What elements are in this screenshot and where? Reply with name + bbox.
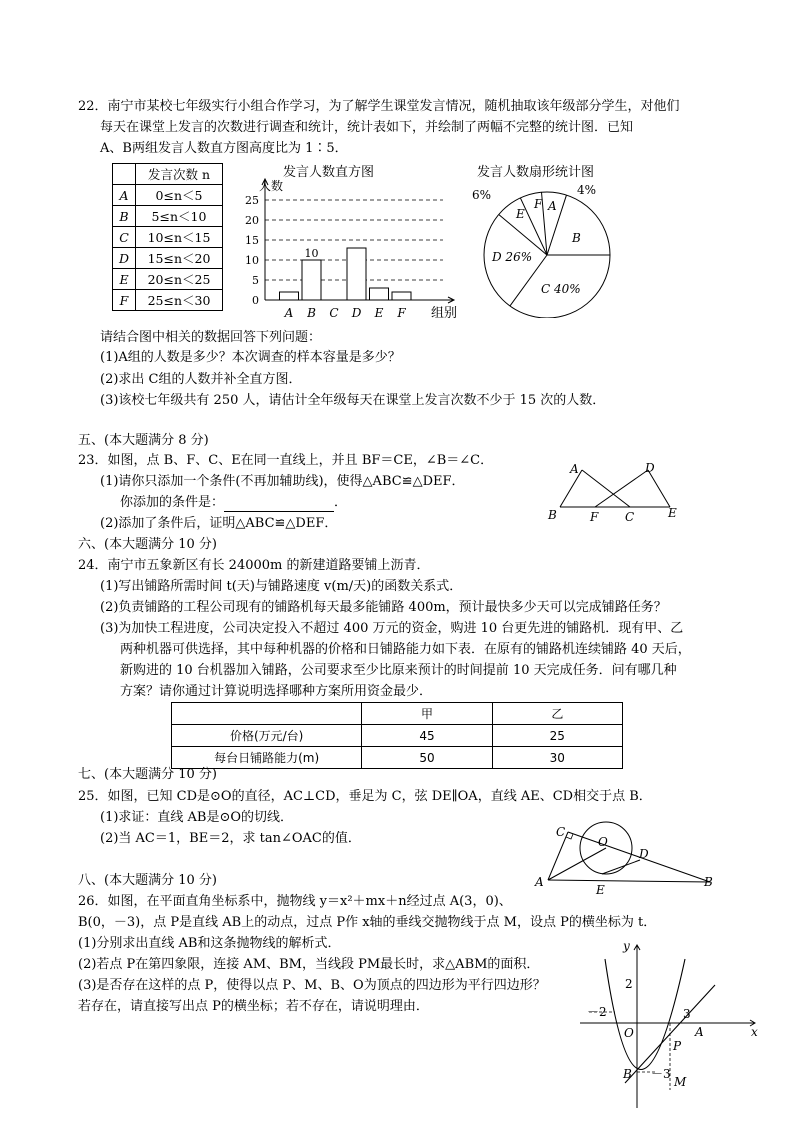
y-axis-label: 人数 [259, 179, 284, 193]
tick-label: 0 [252, 294, 259, 307]
label-B: B [623, 1067, 632, 1081]
q22-line3: A、B两组发言人数直方图高度比为 1∶5． [100, 141, 348, 156]
slice-A-percent: 4% [577, 183, 597, 197]
tick-label: 5 [252, 274, 259, 287]
table-header: 发言次数 n [136, 164, 223, 185]
q24-sub3c: 新购进的 10 台机器加入铺路，公司要求至少比原来预计的时间提前 10 天完成任务．问有哪几种 [120, 663, 677, 678]
label-neg2: －2 [587, 1005, 607, 1019]
label-2: 2 [625, 977, 633, 991]
q26-sub1: (1)分别求出直线 AB和这条抛物线的解析式． [78, 936, 341, 951]
q23-sub1: (1)请你只添加一个条件(不再加辅助线)，使得△ABC≌△DEF． [100, 474, 465, 489]
slice-label-F: F [534, 197, 543, 211]
slice-label-C: C 40% [541, 282, 581, 296]
q22-sub1: (1)A组的人数是多少？本次调查的样本容量是多少？ [100, 350, 401, 365]
q25-sub1: (1)求证：直线 AB是⊙O的切线． [100, 810, 294, 825]
q24-sub3d: 方案？请你通过计算说明选择哪种方案所用资金最少． [120, 684, 433, 699]
q22-intro: 请结合图中相关的数据回答下列问题： [100, 330, 322, 345]
pie-title: 发言人数扇形统计图 [477, 165, 595, 180]
bar-D [347, 248, 366, 300]
circle-figure [530, 820, 720, 900]
bar-E [370, 288, 389, 300]
slice-label-B: B [572, 231, 581, 245]
label-C: C [625, 510, 635, 524]
label-D: D [645, 461, 655, 475]
bar-F [392, 292, 411, 300]
category-label: D [351, 306, 362, 320]
table-row: 甲 乙 [172, 703, 623, 725]
table-row: D 15≤n＜20 [113, 248, 223, 269]
label-O: O [624, 1026, 634, 1040]
slice-label-A: A [548, 199, 557, 213]
label-C: C [556, 825, 566, 839]
answer-blank[interactable] [224, 495, 334, 512]
bar-A [280, 292, 299, 300]
q26-line2: B(0，－3)，点 P是直线 AB上的动点，过点 P作 x轴的垂线交抛物线于点 M，设点 P的横坐标为 t． [78, 915, 657, 930]
section-8-heading: 八、(本大题满分 10 分) [78, 873, 217, 888]
q23-sub1b: 你添加的条件是： ． [120, 495, 348, 510]
label-P: P [673, 1039, 682, 1053]
histogram-chart [225, 158, 470, 323]
table-row: F 25≤n＜30 [113, 290, 223, 311]
machine-table [171, 702, 623, 769]
label-A: A [535, 875, 544, 889]
label-y: y [623, 940, 630, 953]
q24-sub2: (2)负责铺路的工程公司现有的铺路机每天最多能铺路 400m，预计最快多少天可以完成铺路任务？ [100, 600, 667, 615]
category-label: A [284, 306, 294, 320]
label-O: O [598, 835, 608, 849]
section-6-heading: 六、(本大题满分 10 分) [78, 537, 217, 552]
label-M: M [674, 1075, 687, 1089]
label-3: 3 [683, 1007, 691, 1021]
label-B: B [548, 508, 557, 522]
tick-label: 20 [245, 214, 259, 227]
q24-sub3b: 两种机器可供选择，其中每种机器的价格和日铺路能力如下表．在原有的铺路机连续铺路 40 天后， [120, 642, 691, 657]
q22-line1: 22．南宁市某校七年级实行小组合作学习，为了解学生课堂发言情况，随机抽取该年级部分学生，对他们 [78, 99, 680, 114]
pie-chart [465, 158, 625, 318]
label-B: B [704, 875, 713, 889]
slice-label-D: D 26% [492, 250, 533, 264]
q25-line1: 25．如图，已知 CD是⊙O的直径，AC⊥CD，垂足为 C，弦 DE∥OA，直线 AE、CD相交于点 B． [78, 789, 652, 804]
chart-title: 发言人数直方图 [283, 165, 375, 180]
label-E: E [668, 506, 677, 520]
q26-sub3a: (3)是否存在这样的点 P，使得以点 P、M、B、O为顶点的四边形为平行四边形？ [78, 978, 546, 993]
label-F: F [590, 510, 599, 524]
x-axis-label: 组别 [431, 306, 458, 321]
table-row: 每台日铺路能力(m) 50 30 [172, 747, 623, 769]
data-label: 10 [304, 247, 319, 260]
slice-F-percent: 6% [472, 188, 492, 202]
table-row: B 5≤n＜10 [113, 206, 223, 227]
q24-line1: 24．南宁市五象新区有长 24000m 的新建道路要铺上沥青． [78, 558, 430, 573]
slice-label-E: E [516, 207, 525, 221]
label-A: A [695, 1025, 704, 1039]
label-neg3: －3 [651, 1067, 671, 1081]
q22-line2: 每天在课堂上发言的次数进行调查和统计，统计表如下，并绘制了两幅不完整的统计图．已知 [100, 120, 634, 135]
table-row: 价格(万元/台) 45 25 [172, 725, 623, 747]
section-7-heading: 七、(本大题满分 10 分) [78, 767, 217, 782]
q25-sub2: (2)当 AC＝1，BE＝2，求 tan∠OAC的值． [100, 831, 361, 846]
tick-label: 15 [245, 234, 259, 247]
label-A: A [570, 462, 579, 476]
table-row: C 10≤n＜15 [113, 227, 223, 248]
q26-line1: 26．如图，在平面直角坐标系中，抛物线 y＝x²＋mx＋n经过点 A(3，0)、 [78, 894, 512, 909]
frequency-table [112, 163, 223, 311]
label-x: x [751, 1025, 758, 1039]
q24-sub1: (1)写出铺路所需时间 t(天)与铺路速度 v(m/天)的函数关系式． [100, 579, 463, 594]
category-label: E [374, 306, 384, 320]
category-label: C [329, 306, 339, 320]
tick-label: 25 [245, 194, 259, 207]
tick-label: 10 [245, 254, 259, 267]
triangle-figure [540, 455, 690, 525]
table-row: A 0≤n＜5 [113, 185, 223, 206]
q24-sub3a: (3)为加快工程进度，公司决定投入不超过 400 万元的资金，购进 10 台更先进的铺路机．现有甲、乙 [100, 621, 684, 636]
table-row: E 20≤n＜25 [113, 269, 223, 290]
section-5-heading: 五、(本大题满分 8 分) [78, 433, 209, 448]
category-label: B [307, 306, 316, 320]
bar-B [302, 260, 321, 300]
q23-sub2: (2)添加了条件后，证明△ABC≌△DEF． [100, 516, 338, 531]
q26-sub2: (2)若点 P在第四象限，连接 AM、BM，当线段 PM最长时，求△ABM的面积． [78, 957, 540, 972]
parabola-figure [575, 940, 765, 1110]
q22-sub2: (2)求出 C组的人数并补全直方图． [100, 372, 302, 387]
label-E: E [596, 883, 605, 897]
label-D: D [639, 847, 649, 861]
q26-sub3b: 若存在，请直接写出点 P的横坐标；若不存在，请说明理由． [78, 999, 429, 1014]
q22-sub3: (3)该校七年级共有 250 人，请估计全年级每天在课堂上发言次数不少于 15 次的人数． [100, 393, 606, 408]
category-label: F [397, 306, 406, 320]
q23-line1: 23．如图，点 B、F、C、E在同一直线上，并且 BF＝CE，∠B＝∠C． [78, 453, 494, 468]
